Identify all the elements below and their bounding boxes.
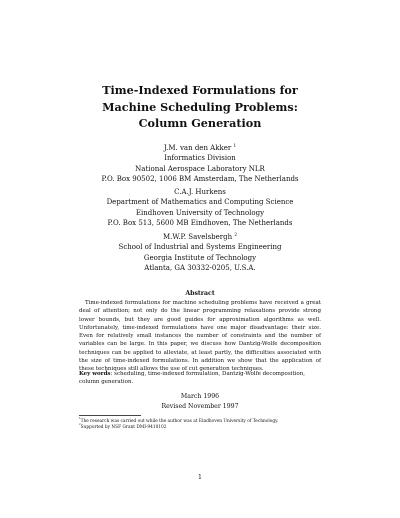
author-block <box>0 143 400 185</box>
title-line: Machine Scheduling Problems: <box>102 99 298 114</box>
footnote-rule <box>79 415 141 416</box>
title-line: Time-Indexed Formulations for <box>102 83 298 97</box>
abstract-heading: Abstract <box>185 290 215 297</box>
affiliation-line: Informatics Division <box>164 154 236 163</box>
page-number: 1 <box>198 474 202 481</box>
footnote-mark: 2 <box>234 232 238 237</box>
dates <box>0 392 400 411</box>
keywords-label: Key words <box>79 371 111 377</box>
author-block <box>0 232 400 274</box>
affiliation-line: Georgia Institute of Technology <box>143 253 257 262</box>
footnote: $^1$The research was carried out while the author was at Eindhoven University of Technology. <box>79 417 279 424</box>
author-name: J.M. van den Akker $^1$ <box>163 143 237 152</box>
author-block <box>0 187 400 229</box>
paper-title <box>0 82 400 132</box>
footnote-mark: 1 <box>233 143 237 148</box>
abstract-text: Time-indexed formulations for machine scheduling problems have received a great deal of attention; not only do the linear programming relaxations provide strong lower bounds, but they are good guides for approximation algorithms as well. Unfortunately, time-indexed formulations have one major disadvantage: their size. Even for relatively small instances the number of constraints and the number of variables can be large. In this paper, we discuss how Dantzig-Wolfe decomposition techniques can be applied to alleviate, at least partly, the difficulties associated with the size of time-indexed formulations. In addition we show that the application of these techniques still allows the use of cut generation techniques. <box>79 300 321 373</box>
affiliation-line: P.O. Box 90502, 1006 BM Amsterdam, The Netherlands <box>101 175 299 184</box>
date-line: Revised November 1997 <box>161 402 239 410</box>
footnotes <box>79 419 339 431</box>
affiliation-line: Atlanta, GA 30332-0205, U.S.A. <box>144 264 256 273</box>
affiliation-line: Eindhoven University of Technology <box>135 208 265 217</box>
title-line: Column Generation <box>138 116 262 130</box>
author-name: C.A.J. Hurkens <box>174 188 226 196</box>
date-line: March 1996 <box>180 393 220 400</box>
affiliation-line: National Aerospace Laboratory NLR <box>135 164 265 173</box>
keywords <box>79 370 321 387</box>
affiliation-line: Department of Mathematics and Computing Science <box>106 198 294 207</box>
affiliation-line: School of Industrial and Systems Engineering <box>118 243 282 252</box>
footnote: $^2$Supported by NSF Grant DMI-9410102 <box>79 423 167 431</box>
author-name: M.W.P. Savelsbergh $^2$ <box>162 232 238 241</box>
keywords-text: : scheduling, time-indexed formulation, Dantzig-Wolfe decomposition, column generation. <box>79 371 305 386</box>
affiliation-line: P.O. Box 513, 5600 MB Eindhoven, The Netherlands <box>107 219 293 228</box>
